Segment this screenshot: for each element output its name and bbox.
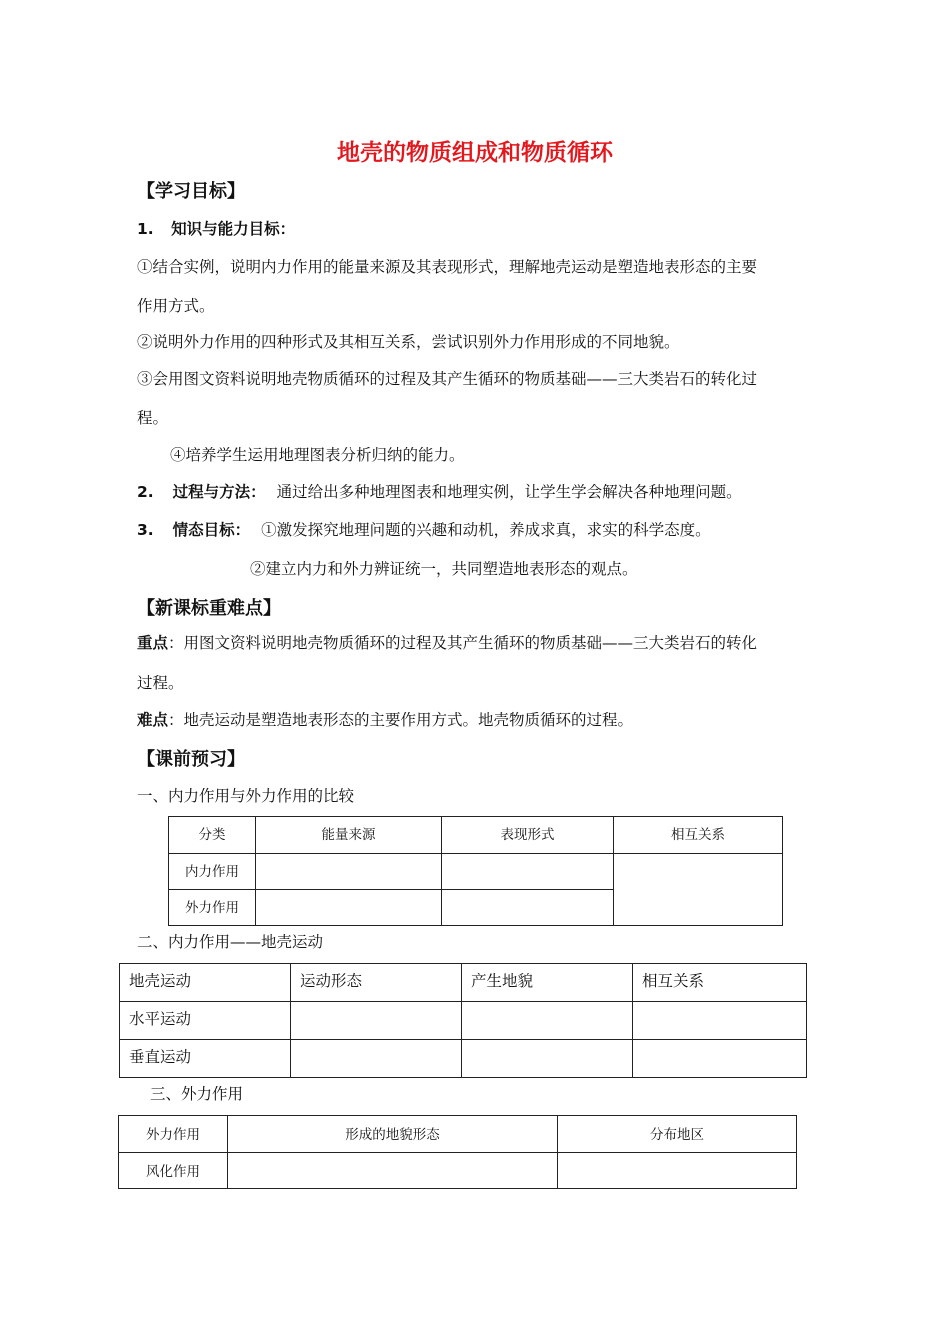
table-row-label: 内力作用 <box>169 854 256 890</box>
table-cell <box>291 1040 462 1078</box>
table-header: 相互关系 <box>633 964 807 1002</box>
table-cell <box>228 1153 558 1189</box>
table-header: 形成的地貌形态 <box>228 1116 558 1153</box>
table-row-label: 外力作用 <box>169 890 256 926</box>
table-cell <box>558 1153 797 1189</box>
knowledge-goal-1-line2: 作用方式。 <box>137 297 215 315</box>
preview-heading-2: 二、内力作用——地壳运动 <box>137 933 324 951</box>
table-row-label: 水平运动 <box>120 1002 291 1040</box>
knowledge-goal-2: ②说明外力作用的四种形式及其相互关系，尝试识别外力作用形成的不同地貌。 <box>137 333 680 351</box>
table-header: 表现形式 <box>442 817 614 854</box>
external-force-table <box>118 1115 797 1189</box>
table-header: 能量来源 <box>256 817 442 854</box>
table-cell <box>462 1040 633 1078</box>
table-cell <box>633 1040 807 1078</box>
key-point-line1 <box>137 631 757 653</box>
knowledge-goal-4: ④培养学生运用地理图表分析归纳的能力。 <box>170 446 465 464</box>
goal-item-2-number: 2. <box>137 483 154 501</box>
goal-item-3-text1: ①激发探究地理问题的兴趣和动机，养成求真，求实的科学态度。 <box>261 521 711 539</box>
table-row-label: 垂直运动 <box>120 1040 291 1078</box>
section-heading-goals: 【学习目标】 <box>137 181 245 202</box>
goal-item-3-label: 情态目标： <box>172 521 251 539</box>
section-heading-key-points: 【新课标重难点】 <box>137 598 281 619</box>
table-cell <box>291 1002 462 1040</box>
goal-item-1 <box>137 217 295 239</box>
table-header: 外力作用 <box>119 1116 228 1153</box>
table-header: 相互关系 <box>614 817 783 854</box>
table-header: 地壳运动 <box>120 964 291 1002</box>
goal-item-1-label: 知识与能力目标： <box>171 220 296 238</box>
preview-heading-1: 一、内力作用与外力作用的比较 <box>137 787 355 805</box>
table-cell <box>633 1002 807 1040</box>
goal-item-3-number: 3. <box>137 521 154 539</box>
knowledge-goal-1-line1: ①结合实例，说明内力作用的能量来源及其表现形式，理解地壳运动是塑造地表形态的主要 <box>137 258 758 276</box>
key-point-line2: 过程。 <box>137 674 184 692</box>
table-header: 产生地貌 <box>462 964 633 1002</box>
key-point-label: 重点 <box>137 634 169 652</box>
table-cell <box>256 854 442 890</box>
table-header: 分布地区 <box>558 1116 797 1153</box>
difficult-point <box>137 708 633 730</box>
table-cell <box>462 1002 633 1040</box>
key-point-text: ：用图文资料说明地壳物质循环的过程及其产生循环的物质基础——三大类岩石的转化 <box>168 634 758 652</box>
goal-item-3 <box>137 518 711 540</box>
preview-heading-3: 三、外力作用 <box>150 1085 244 1103</box>
difficult-point-text: ：地壳运动是塑造地表形态的主要作用方式。地壳物质循环的过程。 <box>168 711 634 729</box>
difficult-point-label: 难点 <box>137 711 169 729</box>
table-header: 运动形态 <box>291 964 462 1002</box>
table-cell <box>442 854 614 890</box>
goal-item-3-text2: ②建立内力和外力辨证统一，共同塑造地表形态的观点。 <box>250 560 638 578</box>
table-header: 分类 <box>169 817 256 854</box>
knowledge-goal-3-line1: ③会用图文资料说明地壳物质循环的过程及其产生循环的物质基础——三大类岩石的转化过 <box>137 370 758 388</box>
table-row-label: 风化作用 <box>119 1153 228 1189</box>
page-title: 地壳的物质组成和物质循环 <box>337 140 613 166</box>
table-cell <box>256 890 442 926</box>
table-cell <box>614 854 783 926</box>
crustal-movement-table <box>119 963 807 1078</box>
goal-item-2 <box>137 480 742 502</box>
goal-item-1-number: 1. <box>137 220 154 238</box>
comparison-table <box>168 816 783 926</box>
knowledge-goal-3-line2: 程。 <box>137 409 169 427</box>
goal-item-2-label: 过程与方法： <box>172 483 266 501</box>
section-heading-preview: 【课前预习】 <box>137 749 245 770</box>
goal-item-2-text: 通过给出多种地理图表和地理实例，让学生学会解决各种地理问题。 <box>276 483 742 501</box>
table-cell <box>442 890 614 926</box>
